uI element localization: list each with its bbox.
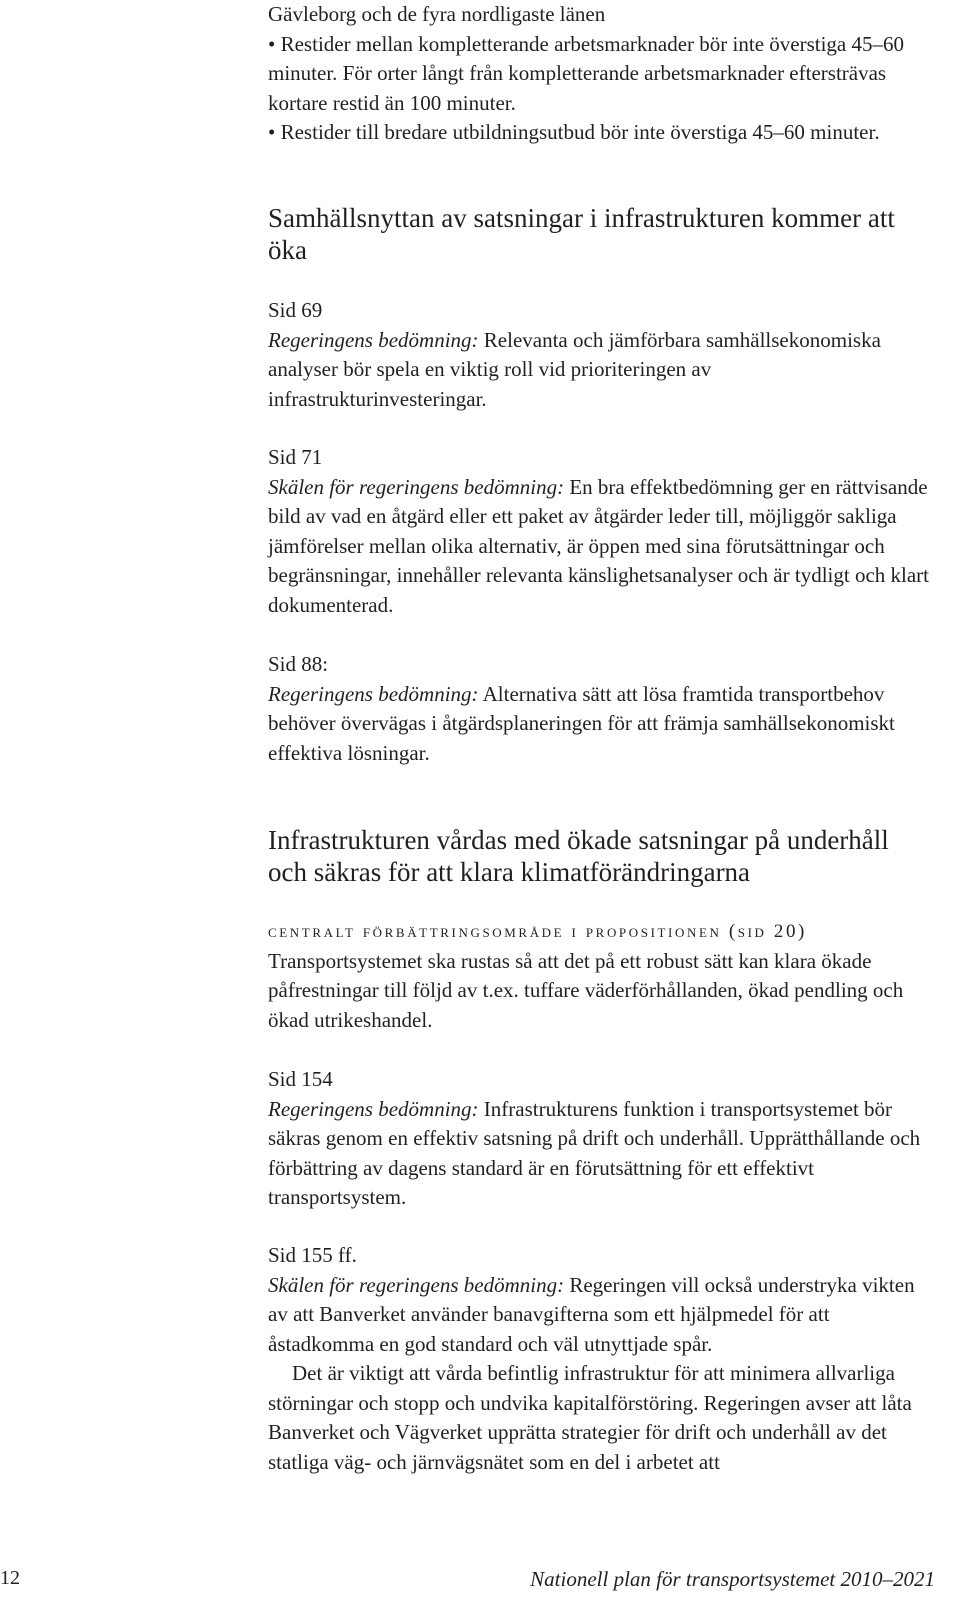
item-sid-69 (268, 296, 932, 414)
paragraph (268, 680, 932, 769)
paragraph-text: En bra effektbedömning ger en rättvisande bild av vad en åtgärd eller ett paket av åtgärder leder till, möjliggör sakliga jämförelser mellan olika alternativ, är öppen med sina förutsättningar och begränsningar, innehåller relevanta känslighetsanalyser och är tydligt och klart dokumenterad. (268, 474, 929, 617)
paragraph (268, 1095, 932, 1213)
paragraph-text: Alternativa sätt att lösa framtida transportbehov behöver övervägas i åtgärdsplaneringen för att främja samhällsekonomiskt effektiva lösningar. (268, 681, 895, 765)
lead-label: Regeringens bedömning: (268, 1096, 479, 1121)
lead-label: Skälen för regeringens bedömning: (268, 474, 565, 499)
page-reference: Sid 69 (268, 298, 323, 322)
paragraph: Transportsystemet ska rustas så att det på ett robust sätt kan klara ökade påfrestningar till följd av t.ex. tuffare väderförhållanden, ökad pendling och ökad utrikeshandel. (268, 948, 904, 1032)
page-number: 12 (0, 1567, 20, 1589)
lead-label: Regeringens bedömning: (268, 681, 479, 706)
page-reference: Sid 155 ff. (268, 1243, 357, 1267)
region-heading: Gävleborg och de fyra nordligaste länen (268, 2, 606, 26)
section-heading: Infrastrukturen vårdas med ökade satsningar på underhåll och säkras för att klara klimatförändringarna (268, 825, 889, 887)
item-sid-155 (268, 1241, 932, 1477)
paragraph (268, 473, 932, 621)
paragraph-text: Regeringen vill också understryka vikten av att Banverket använder banavgifterna som ett hjälpmedel för att åstadkomma en god standard och väl utnyttjade spår. (268, 1272, 915, 1356)
paragraph-text: Relevanta och jämförbara samhällsekonomiska analyser bör spela en viktig roll vid prioriteringen av infrastrukturinvesteringar. (268, 327, 881, 411)
subheading: centralt förbättringsområde i propositionen (sid 20) (268, 921, 807, 942)
paragraph-text: Infrastrukturens funktion i transportsystemet bör säkras genom en effektiv satsning på drift och underhåll. Upprätthållande och förbättring av dagens standard är en förutsättning för ett effektivt transportsystem. (268, 1096, 921, 1209)
central-area-block (268, 917, 932, 1035)
page-reference: Sid 71 (268, 445, 323, 469)
intro-block (268, 0, 932, 148)
lead-label: Skälen för regeringens bedömning: (268, 1272, 565, 1297)
page-reference: Sid 88: (268, 652, 329, 676)
item-sid-154 (268, 1065, 932, 1213)
bullet-item: • Restider mellan kompletterande arbetsmarknader bör inte överstiga 45–60 minuter. För orter långt från kompletterande arbetsmarknader eftersträvas kortare restid än 100 minuter. (268, 30, 932, 119)
paragraph-continuation: Det är viktigt att vårda befintlig infrastruktur för att minimera allvarliga störningar och stopp och undvika kapitalförstöring. Regeringen avser att låta Banverket och Vägverket upprätta strategier för drift och underhåll av det statliga väg- och järnvägsnätet som en del i arbetet att (268, 1361, 912, 1474)
publication-title: Nationell plan för transportsystemet 2010–2021 (530, 1567, 935, 1591)
item-sid-71 (268, 443, 932, 620)
bullet-item: • Restider till bredare utbildningsutbud bör inte överstiga 45–60 minuter. (268, 118, 932, 148)
item-sid-88 (268, 650, 932, 768)
section-heading-infrastrukturen (268, 824, 932, 888)
section-heading-samhallsnyttan (268, 202, 932, 266)
lead-label: Regeringens bedömning: (268, 327, 479, 352)
section-heading: Samhällsnyttan av satsningar i infrastrukturen kommer att öka (268, 203, 895, 265)
paragraph (268, 1271, 932, 1360)
paragraph (268, 326, 932, 415)
page-reference: Sid 154 (268, 1067, 333, 1091)
